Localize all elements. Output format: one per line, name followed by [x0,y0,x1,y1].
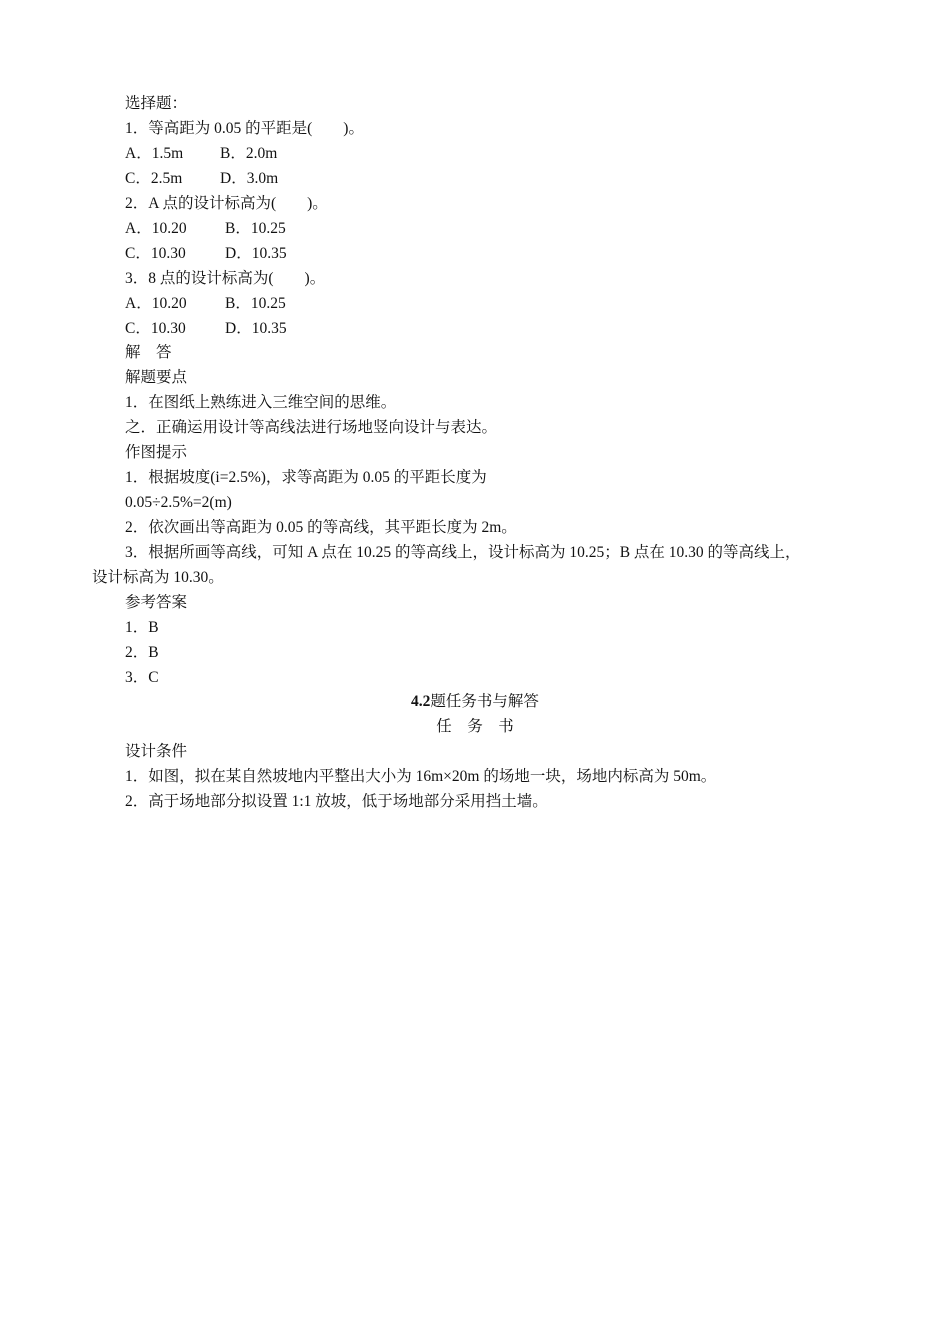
hint-3-line-2: 设计标高为 10.30。 [92,569,224,586]
reference-answer-1: 1．B [125,619,159,636]
question-1-options-ab [125,144,277,164]
section-2-title-text: 题任务书与解答 [430,693,539,710]
option-a: A．10.20 [125,220,187,237]
hint-1: 1．根据坡度(i=2.5%)，求等高距为 0.05 的平距长度为 [125,469,487,486]
question-3: 3．8 点的设计标高为( )。 [125,270,326,287]
reference-answer-3: 3．C [125,669,159,686]
hint-1-formula: 0.05÷2.5%=2(m) [125,494,232,511]
option-a: A．10.20 [125,295,187,312]
option-c: C．10.30 [125,320,186,337]
question-3-options-ab [125,294,286,314]
option-d: D．10.35 [225,320,287,337]
hints-title: 作图提示 [125,444,188,461]
option-a: A．1.5m [125,145,184,162]
keypoints-title: 解题要点 [125,369,188,386]
design-condition-1: 1．如图，拟在某自然坡地内平整出大小为 16m×20m 的场地一块，场地内标高为 50m。 [125,768,717,785]
question-1: 1．等高距为 0.05 的平距是( )。 [125,120,364,137]
section-2-subtitle: 任 务 书 [436,718,514,735]
section-2-title [0,692,950,712]
question-2: 2．A 点的设计标高为( )。 [125,195,328,212]
design-conditions-title: 设计条件 [125,743,188,760]
section-2-number: 4.2 [411,693,431,710]
option-b: B．2.0m [220,145,278,162]
question-3-options-cd [125,319,287,339]
reference-answers-title: 参考答案 [125,594,188,611]
option-c: C．2.5m [125,170,183,187]
question-2-options-cd [125,244,287,264]
answer-heading: 解 答 [125,344,172,361]
section-heading-choice: 选择题： [125,95,188,112]
question-1-options-cd [125,169,278,189]
reference-answer-2: 2．B [125,644,159,661]
option-d: D．10.35 [225,245,287,262]
option-d: D．3.0m [220,170,279,187]
hint-3-line-1: 3．根据所画等高线，可知 A 点在 10.25 的等高线上，设计标高为 10.25；B 点在 10.30 的等高线上， [125,544,801,561]
question-2-options-ab [125,219,286,239]
design-condition-2: 2．高于场地部分拟设置 1:1 放坡，低于场地部分采用挡土墙。 [125,793,548,810]
option-b: B．10.25 [225,295,286,312]
keypoint-1: 1．在图纸上熟练进入三维空间的思维。 [125,394,397,411]
option-c: C．10.30 [125,245,186,262]
hint-2: 2．依次画出等高距为 0.05 的等高线，其平距长度为 2m。 [125,519,517,536]
keypoint-2: 之．正确运用设计等高线法进行场地竖向设计与表达。 [125,419,498,436]
option-b: B．10.25 [225,220,286,237]
